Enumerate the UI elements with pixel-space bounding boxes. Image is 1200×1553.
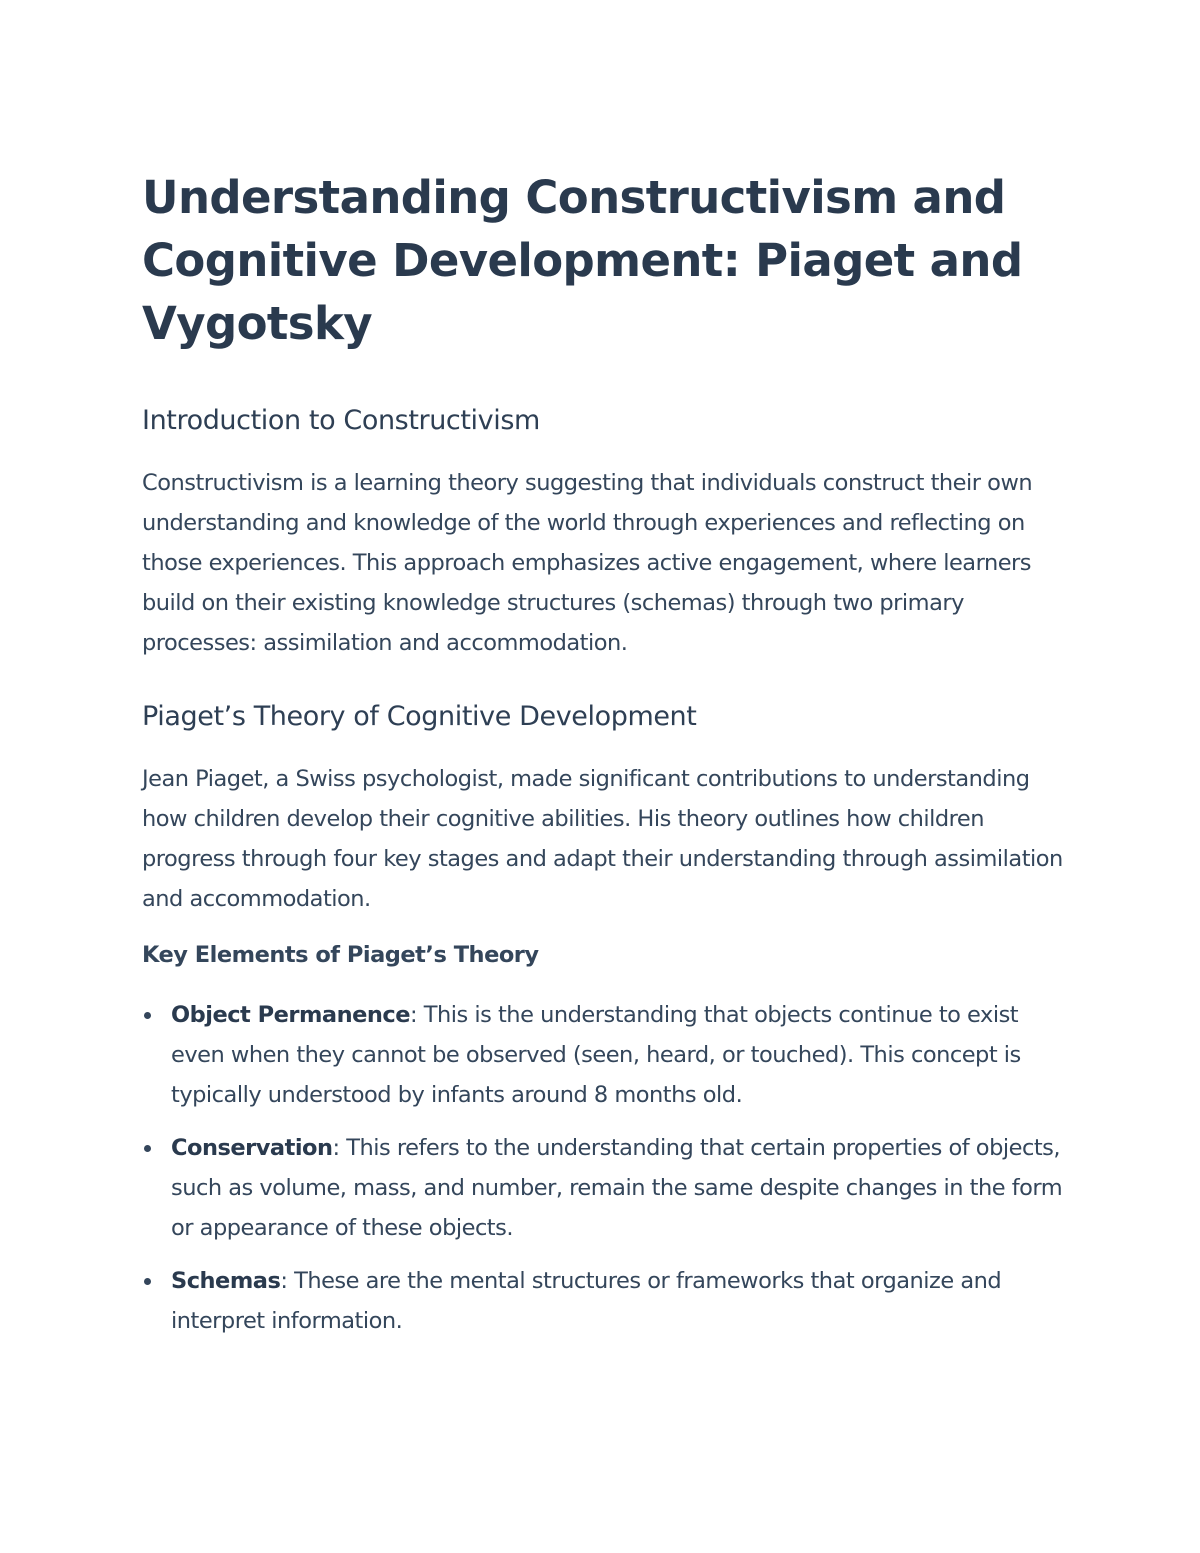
document-title: Understanding Constructivism and Cognitive Development: Piaget and Vygotsky <box>142 171 1023 350</box>
bullet-icon <box>144 1278 151 1285</box>
term-schemas: Schemas <box>171 1268 281 1294</box>
definition-schemas: : These are the mental structures or frameworks that organize and interpret information. <box>171 1268 1002 1334</box>
term-object-permanence: Object Permanence <box>171 1002 410 1028</box>
paragraph-piaget: Jean Piaget, a Swiss psychologist, made significant contributions to understanding how children develop their cognitive abilities. His theory outlines how children progress through four key stages and adapt their understanding through assimilation and accommodation. <box>142 766 1063 912</box>
definition-conservation: : This refers to the understanding that certain properties of objects, such as volume, mass, and number, remain the same despite changes in the form or appearance of these objects. <box>171 1135 1063 1241</box>
list-item-conservation <box>142 1128 1072 1248</box>
subheading-key-elements: Key Elements of Piaget’s Theory <box>142 942 539 968</box>
section-heading-piaget-theory: Piaget’s Theory of Cognitive Development <box>142 701 697 732</box>
section-heading-introduction: Introduction to Constructivism <box>142 405 540 436</box>
bullet-icon <box>144 1145 151 1152</box>
key-elements-list <box>142 995 1072 1341</box>
paragraph-constructivism: Constructivism is a learning theory suggesting that individuals construct their own understanding and knowledge of the world through experiences and reflecting on those experiences. This approach emphasizes active engagement, where learners build on their existing knowledge structures (schemas) through two primary processes: assimilation and accommodation. <box>142 470 1033 656</box>
list-item-object-permanence <box>142 995 1072 1115</box>
document-page <box>142 166 1072 1354</box>
bullet-icon <box>144 1012 151 1019</box>
term-conservation: Conservation <box>171 1135 333 1161</box>
definition-object-permanence: : This is the understanding that objects continue to exist even when they cannot be observed (seen, heard, or touched). This concept is typically understood by infants around 8 months old. <box>171 1002 1021 1108</box>
list-item-schemas <box>142 1261 1072 1341</box>
